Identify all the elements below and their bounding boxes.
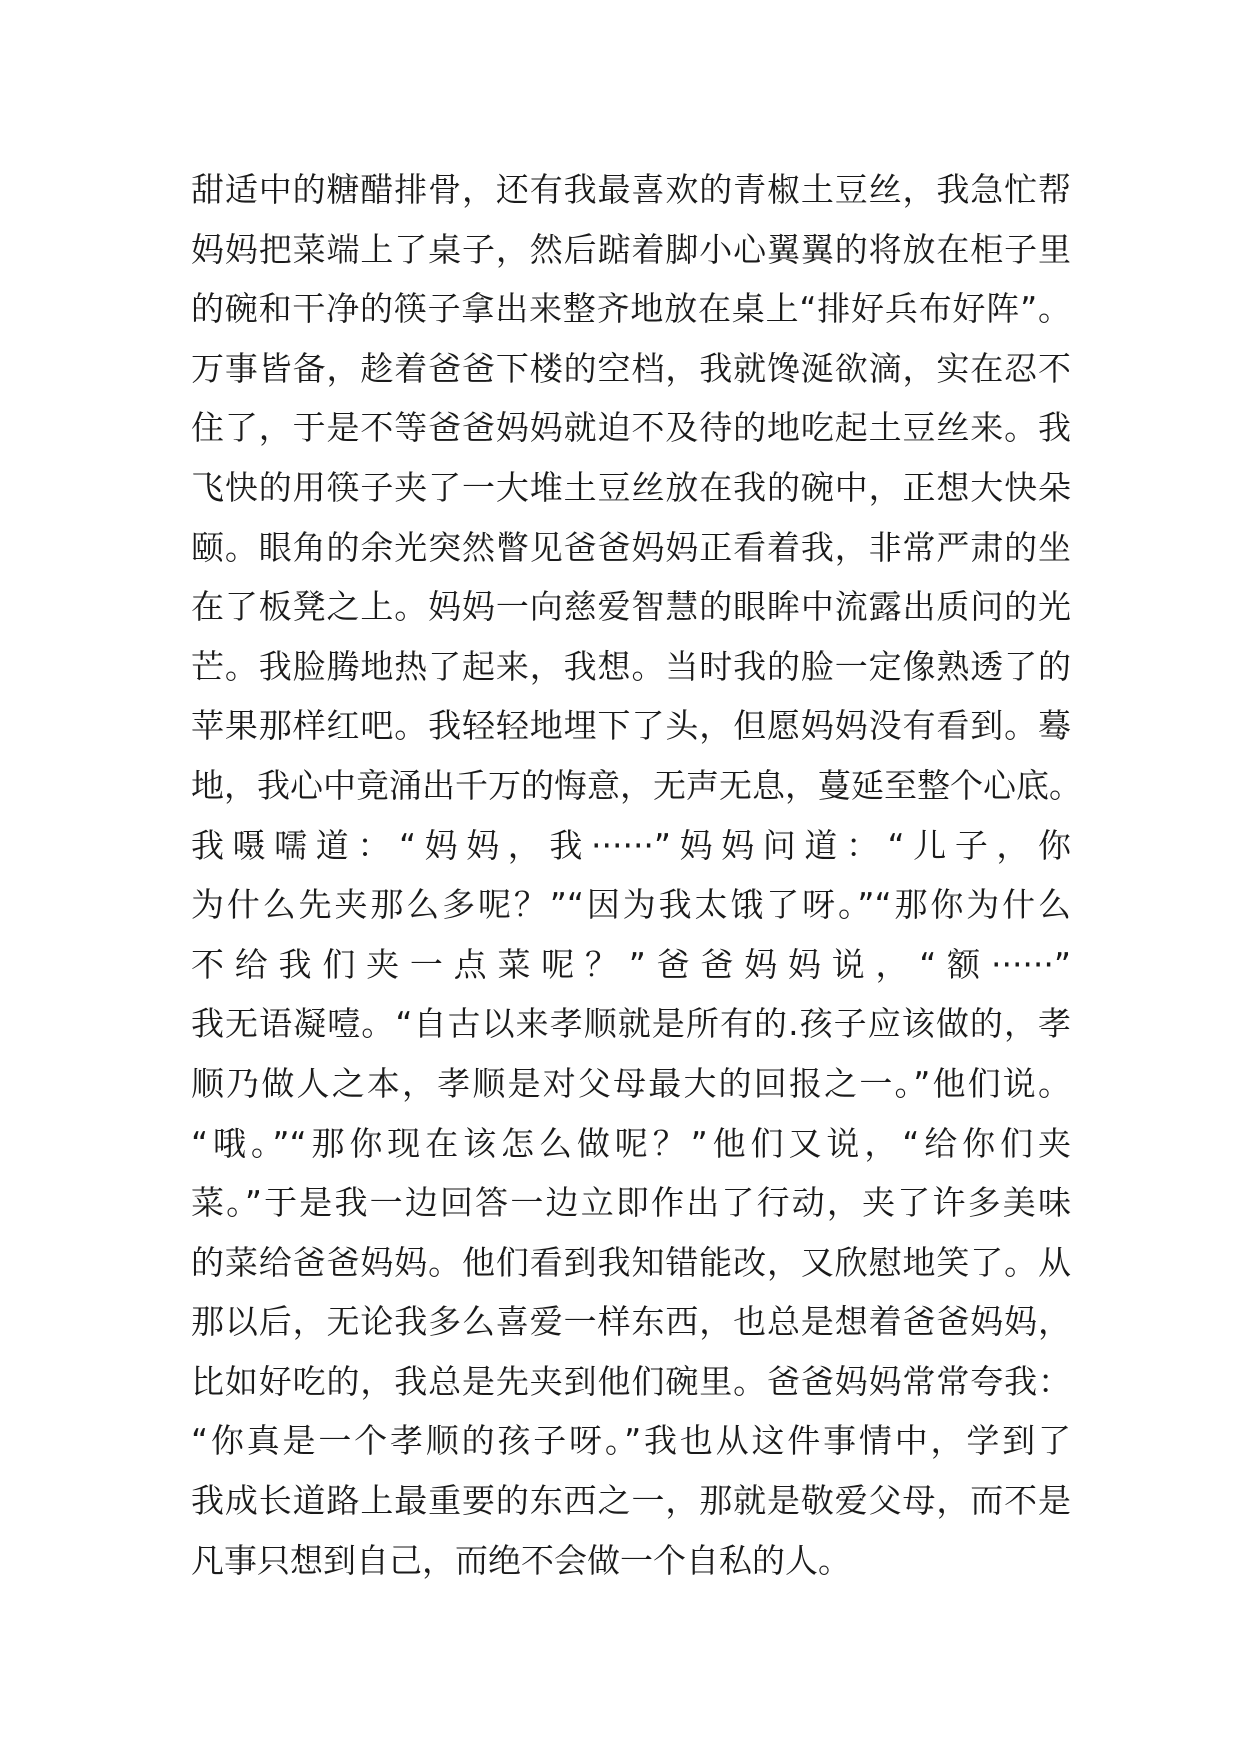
body-text xyxy=(191,160,1082,1590)
text-line: 飞快的用筷子夹了一大堆土豆丝放在我的碗中，正想大快朵 xyxy=(191,467,1071,507)
text-line: “哦。”“那你现在该怎么做呢？”他们又说，“给你们夹 xyxy=(191,1123,1071,1163)
text-line: 我嗫嚅道：“妈妈，我······”妈妈问道：“儿子，你 xyxy=(191,825,1071,865)
text-line: 比如好吃的，我总是先夹到他们碗里。爸爸妈妈常常夸我： xyxy=(191,1361,1071,1401)
text-line: 顺乃做人之本，孝顺是对父母最大的回报之一。”他们说。 xyxy=(191,1063,1071,1103)
text-line: 不给我们夹一点菜呢？”爸爸妈妈说，“额······” xyxy=(191,944,1071,984)
text-line: 菜。”于是我一边回答一边立即作出了行动，夹了许多美味 xyxy=(191,1183,1071,1223)
text-line: 颐。眼角的余光突然瞥见爸爸妈妈正看着我，非常严肃的坐 xyxy=(191,527,1071,567)
text-line: 住了，于是不等爸爸妈妈就迫不及待的地吃起土豆丝来。我 xyxy=(191,408,1071,448)
text-line: 在了板凳之上。妈妈一向慈爱智慧的眼眸中流露出质问的光 xyxy=(191,587,1071,627)
text-line: 芒。我脸腾地热了起来，我想。当时我的脸一定像熟透了的 xyxy=(191,646,1071,686)
text-line: 甜适中的糖醋排骨，还有我最喜欢的青椒土豆丝，我急忙帮 xyxy=(191,170,1071,209)
text-line: 的菜给爸爸妈妈。他们看到我知错能改，又欣慰地笑了。从 xyxy=(191,1242,1071,1282)
text-line: 万事皆备，趁着爸爸下楼的空档，我就馋涎欲滴，实在忍不 xyxy=(191,348,1071,388)
text-line: “你真是一个孝顺的孩子呀。”我也从这件事情中，学到了 xyxy=(191,1421,1071,1461)
text-line: 的碗和干净的筷子拿出来整齐地放在桌上“排好兵布好阵”。 xyxy=(191,289,1071,329)
text-line: 凡事只想到自己，而绝不会做一个自私的人。 xyxy=(191,1540,851,1580)
text-line: 为什么先夹那么多呢？”“因为我太饿了呀。”“那你为什么 xyxy=(191,885,1071,925)
text-line: 我无语凝噎。“自古以来孝顺就是所有的.孩子应该做的，孝 xyxy=(191,1004,1071,1044)
text-line: 妈妈把菜端上了桌子，然后踮着脚小心翼翼的将放在柜子里 xyxy=(191,229,1071,269)
text-line: 地，我心中竟涌出千万的悔意，无声无息，蔓延至整个心底。 xyxy=(191,765,1082,805)
text-line: 我成长道路上最重要的东西之一，那就是敬爱父母，而不是 xyxy=(191,1481,1071,1521)
text-line: 苹果那样红吧。我轻轻地埋下了头，但愿妈妈没有看到。蓦 xyxy=(191,706,1071,746)
text-line: 那以后，无论我多么喜爱一样东西，也总是想着爸爸妈妈， xyxy=(191,1302,1071,1342)
